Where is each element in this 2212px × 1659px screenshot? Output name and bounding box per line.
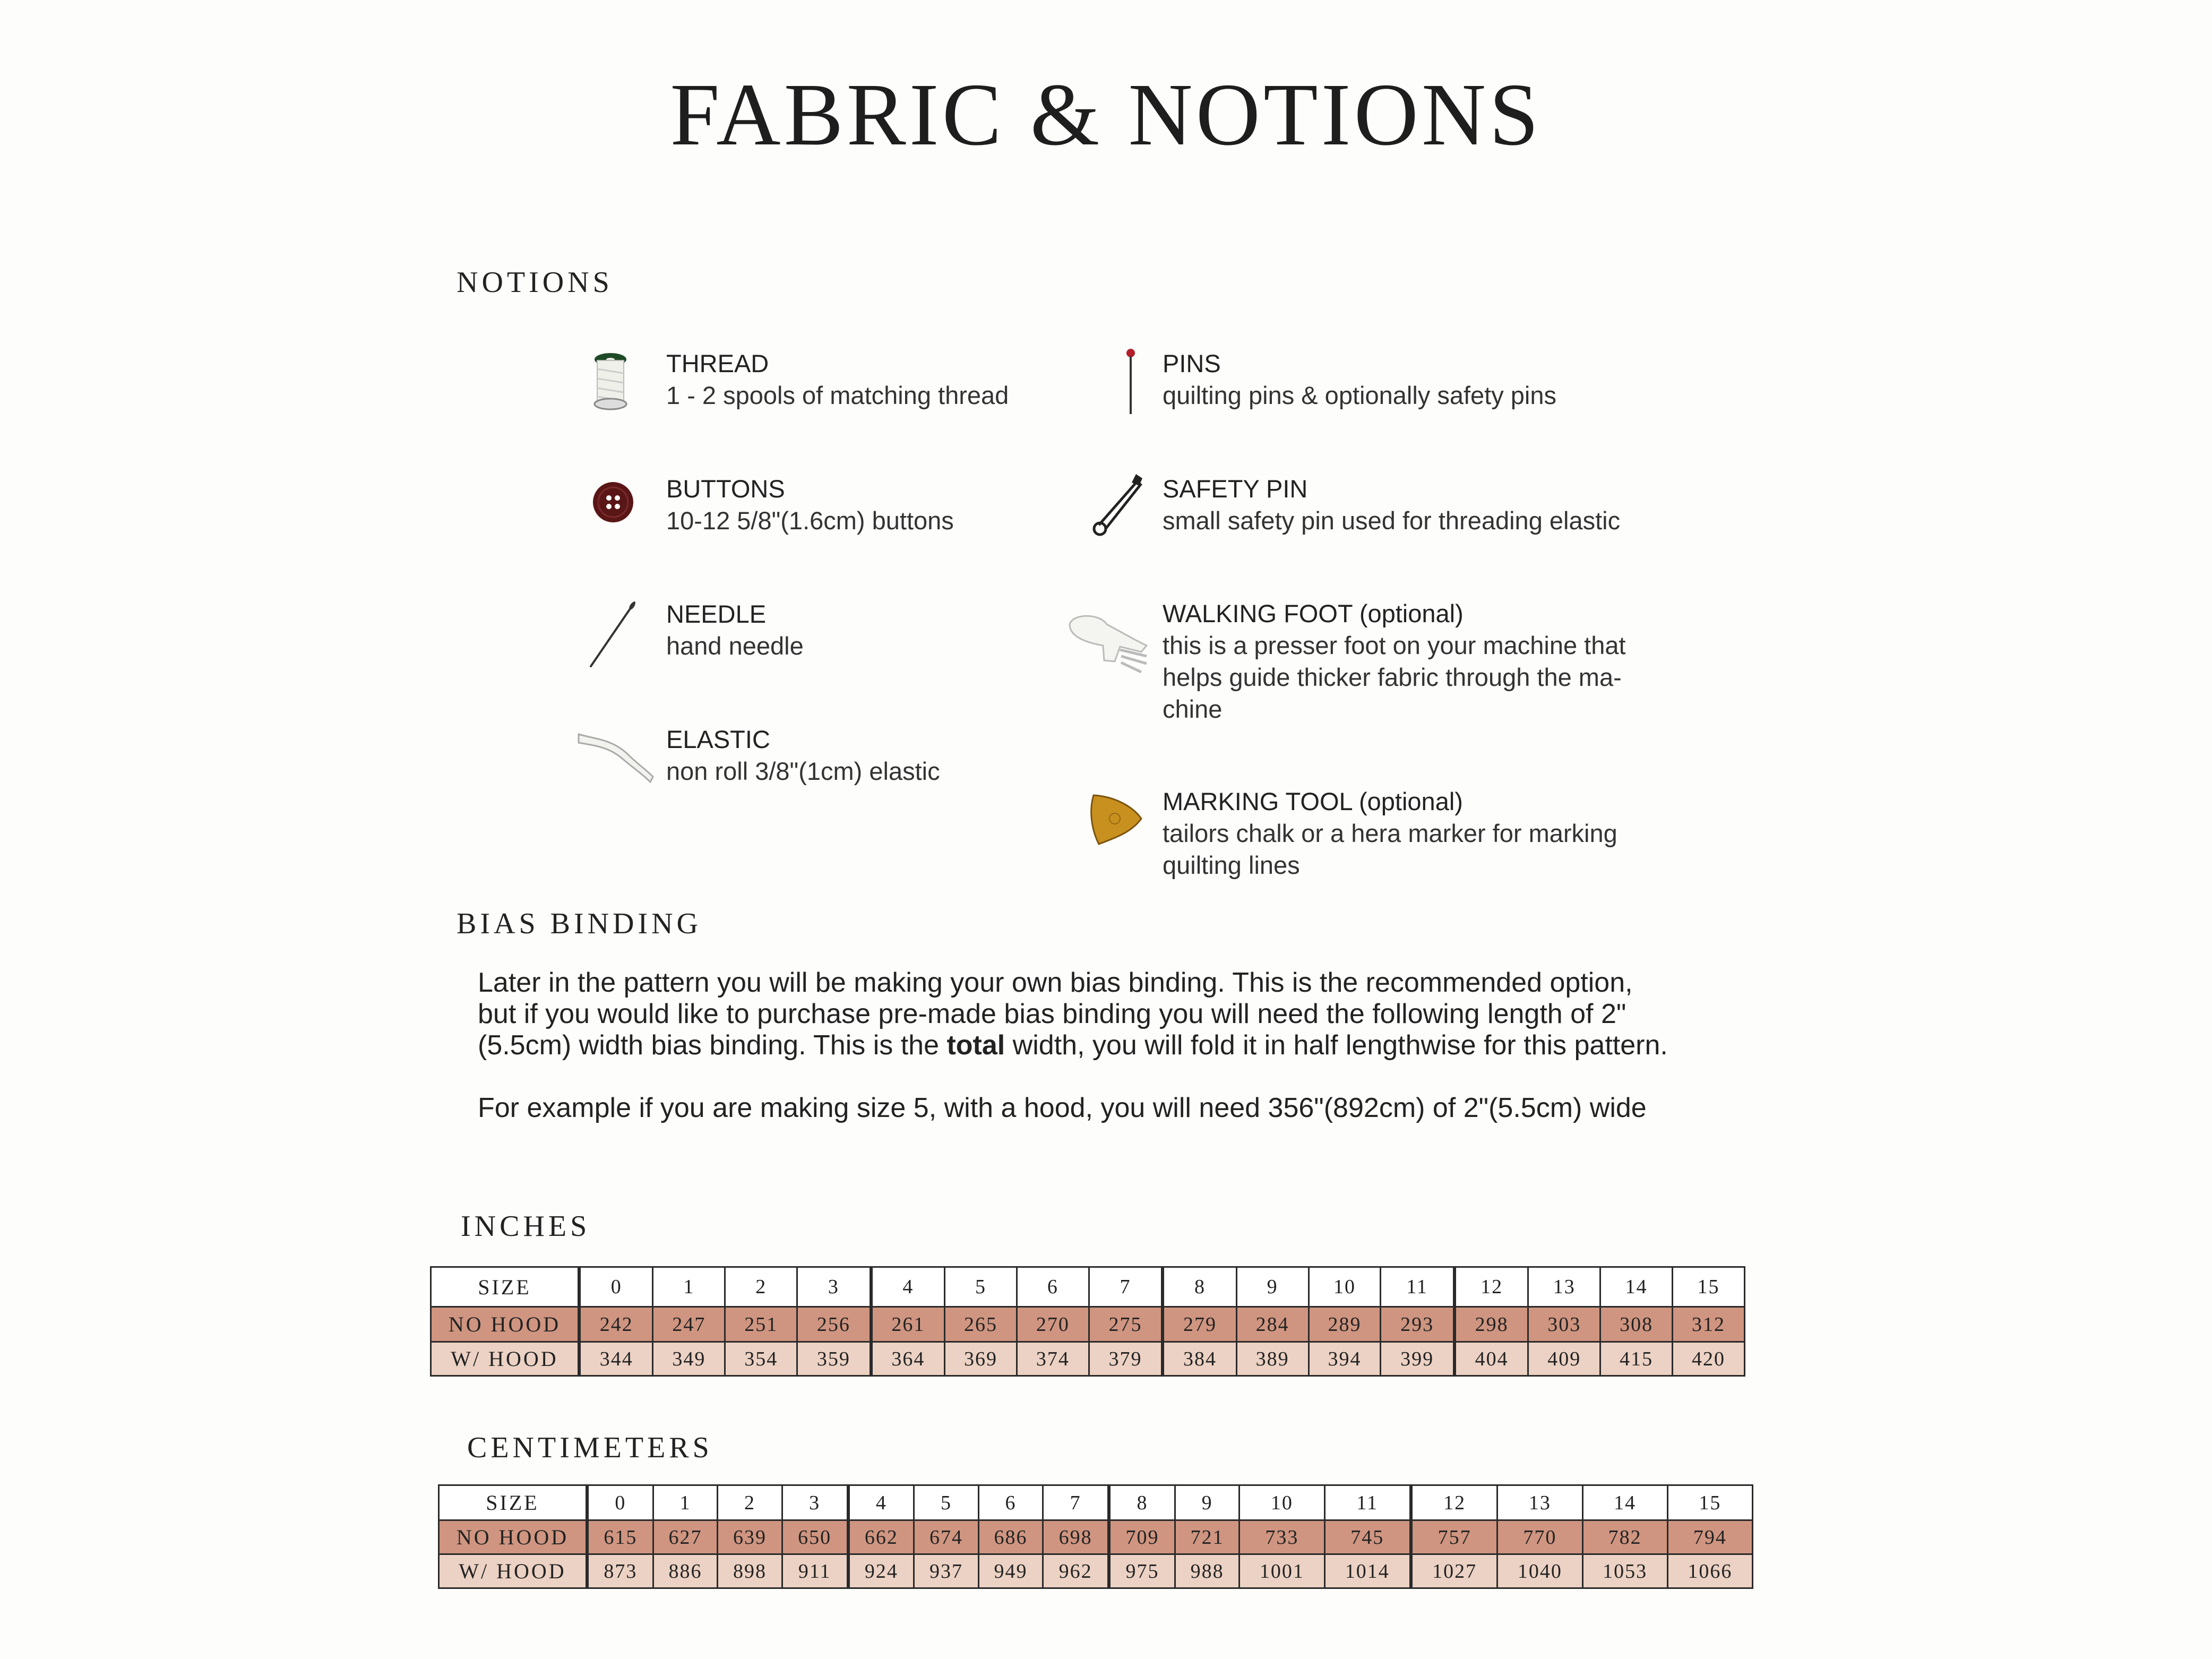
bias-paragraph-1: Later in the pattern you will be making your own bias binding. This is the recommended option, but if you would like to purchase pre-made bias binding you will need the following length of 2"(5.5cm) width bias binding. This is the total width, you will fold it in half lengthwise for this pattern. xyxy=(478,967,1668,1061)
table-cell: 9 xyxy=(1236,1267,1309,1307)
row-label: SIZE xyxy=(431,1267,580,1307)
no-hood-row xyxy=(439,1520,1753,1554)
table-cell: 8 xyxy=(1163,1267,1236,1307)
table-cell: 733 xyxy=(1240,1520,1324,1554)
table-cell: 289 xyxy=(1309,1307,1381,1342)
table-cell: 975 xyxy=(1109,1554,1175,1588)
notion-elastic xyxy=(666,724,1303,787)
table-cell: 15 xyxy=(1673,1267,1745,1307)
table-cell: 873 xyxy=(587,1554,653,1588)
table-cell: 5 xyxy=(914,1485,979,1520)
bias-binding-heading: BIAS BINDING xyxy=(457,907,702,940)
table-cell: 11 xyxy=(1324,1485,1411,1520)
table-cell: 627 xyxy=(653,1520,718,1554)
table-cell: 1001 xyxy=(1240,1554,1324,1588)
size-header-row xyxy=(439,1485,1753,1520)
table-cell: 409 xyxy=(1528,1342,1600,1376)
table-cell: 650 xyxy=(782,1520,848,1554)
table-cell: 757 xyxy=(1411,1520,1497,1554)
table-cell: 1040 xyxy=(1497,1554,1582,1588)
inches-heading: INCHES xyxy=(461,1210,591,1243)
notion-name: WALKING FOOT (optional) xyxy=(1163,599,1464,628)
table-cell: 265 xyxy=(945,1307,1017,1342)
table-cell: 14 xyxy=(1582,1485,1667,1520)
table-cell: 275 xyxy=(1089,1307,1163,1342)
table-cell: 1 xyxy=(653,1267,725,1307)
row-label: W/ HOOD xyxy=(439,1554,588,1588)
table-cell: 13 xyxy=(1528,1267,1600,1307)
w-hood-row xyxy=(439,1554,1753,1588)
table-cell: 937 xyxy=(914,1554,979,1588)
bias-binding-text xyxy=(478,967,1677,1155)
table-cell: 2 xyxy=(718,1485,782,1520)
notion-name: BUTTONS xyxy=(666,475,785,503)
table-cell: 6 xyxy=(1017,1267,1089,1307)
table-cell: 10 xyxy=(1309,1267,1381,1307)
table-cell: 962 xyxy=(1043,1554,1109,1588)
table-cell: 911 xyxy=(782,1554,848,1588)
table-cell: 379 xyxy=(1089,1342,1163,1376)
table-cell: 898 xyxy=(718,1554,782,1588)
walking-foot-icon xyxy=(1062,608,1152,677)
table-cell: 13 xyxy=(1497,1485,1582,1520)
table-cell: 415 xyxy=(1600,1342,1673,1376)
table-cell: 369 xyxy=(945,1342,1017,1376)
table-cell: 782 xyxy=(1582,1520,1667,1554)
marking-tool-icon xyxy=(1083,786,1152,855)
table-cell: 261 xyxy=(871,1307,945,1342)
button-icon xyxy=(587,473,656,542)
notion-name: ELASTIC xyxy=(666,725,770,753)
table-cell: 14 xyxy=(1600,1267,1673,1307)
table-cell: 359 xyxy=(797,1342,871,1376)
centimeters-heading: CENTIMETERS xyxy=(467,1431,713,1464)
table-cell: 886 xyxy=(653,1554,718,1588)
table-cell: 745 xyxy=(1324,1520,1411,1554)
table-cell: 615 xyxy=(587,1520,653,1554)
table-cell: 420 xyxy=(1673,1342,1745,1376)
notion-desc: small safety pin used for threading elastic xyxy=(1163,506,1621,535)
table-cell: 7 xyxy=(1089,1267,1163,1307)
notion-name: PINS xyxy=(1163,349,1221,377)
table-cell: 4 xyxy=(848,1485,914,1520)
notion-name: THREAD xyxy=(666,349,769,377)
table-cell: 709 xyxy=(1109,1520,1175,1554)
table-cell: 399 xyxy=(1381,1342,1454,1376)
table-cell: 6 xyxy=(978,1485,1043,1520)
table-cell: 9 xyxy=(1175,1485,1240,1520)
needle-icon xyxy=(587,598,656,667)
table-cell: 11 xyxy=(1381,1267,1454,1307)
size-header-row xyxy=(431,1267,1745,1307)
pin-icon xyxy=(1083,348,1152,417)
table-cell: 308 xyxy=(1600,1307,1673,1342)
table-cell: 10 xyxy=(1240,1485,1324,1520)
notion-desc: tailors chalk or a hera marker for marking quilting lines xyxy=(1163,819,1617,879)
table-cell: 639 xyxy=(718,1520,782,1554)
safety-pin-icon xyxy=(1083,468,1152,537)
inches-table xyxy=(430,1266,1745,1377)
table-cell: 251 xyxy=(725,1307,797,1342)
notions-heading: NOTIONS xyxy=(457,266,613,299)
no-hood-row xyxy=(431,1307,1745,1342)
table-cell: 270 xyxy=(1017,1307,1089,1342)
table-cell: 344 xyxy=(579,1342,653,1376)
table-cell: 12 xyxy=(1411,1485,1497,1520)
table-cell: 794 xyxy=(1667,1520,1752,1554)
notion-desc: non roll 3/8"(1cm) elastic xyxy=(666,757,940,785)
table-cell: 256 xyxy=(797,1307,871,1342)
table-cell: 7 xyxy=(1043,1485,1109,1520)
notion-name: MARKING TOOL (optional) xyxy=(1163,787,1463,815)
bias-paragraph-2: For example if you are making size 5, with a hood, you will need 356"(892cm) of 2"(5.5cm) wide xyxy=(478,1093,1647,1123)
table-cell: 303 xyxy=(1528,1307,1600,1342)
notion-desc: this is a presser foot on your machine that helps guide thicker fabric through the ma-chine xyxy=(1163,631,1626,723)
table-cell: 686 xyxy=(978,1520,1043,1554)
table-cell: 312 xyxy=(1673,1307,1745,1342)
page-title: FABRIC & NOTIONS xyxy=(670,65,1542,164)
table-cell: 662 xyxy=(848,1520,914,1554)
notion-pins xyxy=(1163,348,1800,411)
table-cell: 1 xyxy=(653,1485,718,1520)
table-cell: 5 xyxy=(945,1267,1017,1307)
table-cell: 354 xyxy=(725,1342,797,1376)
notion-safety-pin xyxy=(1163,473,1800,537)
row-label: NO HOOD xyxy=(431,1307,580,1342)
table-cell: 374 xyxy=(1017,1342,1089,1376)
row-label: W/ HOOD xyxy=(431,1342,580,1376)
thread-spool-icon xyxy=(587,348,656,417)
table-cell: 279 xyxy=(1163,1307,1236,1342)
table-cell: 0 xyxy=(587,1485,653,1520)
table-cell: 721 xyxy=(1175,1520,1240,1554)
notion-desc: quilting pins & optionally safety pins xyxy=(1163,381,1556,409)
table-cell: 1053 xyxy=(1582,1554,1667,1588)
centimeters-table xyxy=(438,1484,1753,1589)
notion-name: NEEDLE xyxy=(666,600,767,628)
row-label: NO HOOD xyxy=(439,1520,588,1554)
table-cell: 293 xyxy=(1381,1307,1454,1342)
table-cell: 1027 xyxy=(1411,1554,1497,1588)
notion-desc: 10-12 5/8"(1.6cm) buttons xyxy=(666,506,954,535)
table-cell: 394 xyxy=(1309,1342,1381,1376)
table-cell: 1066 xyxy=(1667,1554,1752,1588)
row-label: SIZE xyxy=(439,1485,588,1520)
table-cell: 3 xyxy=(782,1485,848,1520)
elastic-icon xyxy=(576,724,656,793)
notion-desc: 1 - 2 spools of matching thread xyxy=(666,381,1009,409)
table-cell: 0 xyxy=(579,1267,653,1307)
table-cell: 364 xyxy=(871,1342,945,1376)
table-cell: 12 xyxy=(1454,1267,1528,1307)
table-cell: 988 xyxy=(1175,1554,1240,1588)
table-cell: 349 xyxy=(653,1342,725,1376)
table-cell: 3 xyxy=(797,1267,871,1307)
table-cell: 404 xyxy=(1454,1342,1528,1376)
table-cell: 924 xyxy=(848,1554,914,1588)
table-cell: 674 xyxy=(914,1520,979,1554)
w-hood-row xyxy=(431,1342,1745,1376)
notion-walking-foot xyxy=(1163,598,1672,725)
table-cell: 389 xyxy=(1236,1342,1309,1376)
table-cell: 1014 xyxy=(1324,1554,1411,1588)
table-cell: 949 xyxy=(978,1554,1043,1588)
table-cell: 15 xyxy=(1667,1485,1752,1520)
table-cell: 8 xyxy=(1109,1485,1175,1520)
table-cell: 247 xyxy=(653,1307,725,1342)
table-cell: 242 xyxy=(579,1307,653,1342)
table-cell: 2 xyxy=(725,1267,797,1307)
table-cell: 384 xyxy=(1163,1342,1236,1376)
notion-desc: hand needle xyxy=(666,632,804,660)
bold-total: total xyxy=(946,1030,1005,1061)
notion-marking-tool xyxy=(1163,786,1672,881)
table-cell: 298 xyxy=(1454,1307,1528,1342)
table-cell: 770 xyxy=(1497,1520,1582,1554)
table-cell: 4 xyxy=(871,1267,945,1307)
table-cell: 698 xyxy=(1043,1520,1109,1554)
table-cell: 284 xyxy=(1236,1307,1309,1342)
notion-name: SAFETY PIN xyxy=(1163,475,1308,503)
